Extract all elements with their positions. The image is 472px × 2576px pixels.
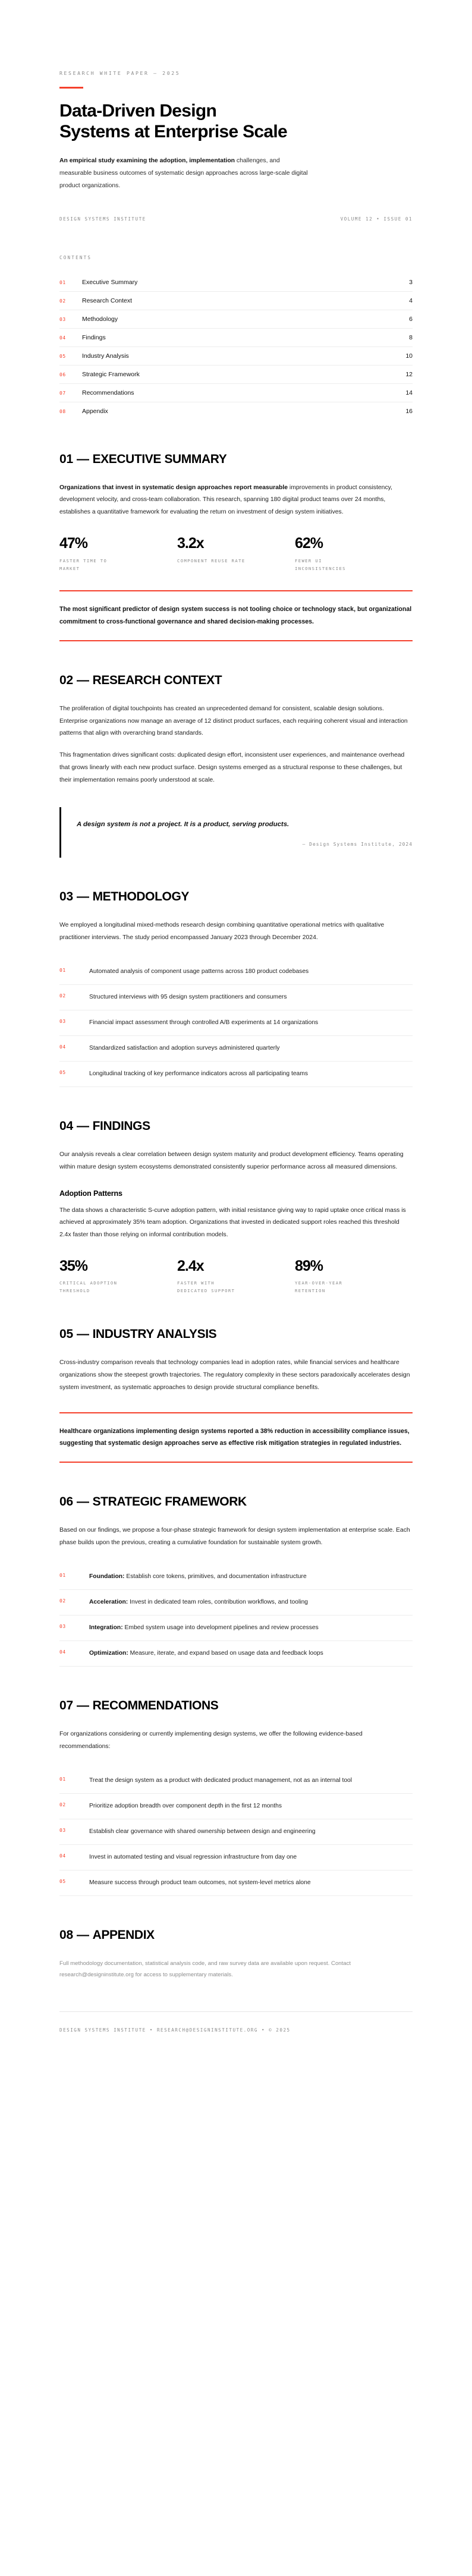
paragraph-rest: improvements in product consistency, development velocity, and cross-team collaboration. This research, spanning 180 digital product teams over 24 months, establishes a quantitative framework for evaluating the return on investment of design system initiatives. [59,484,392,516]
list-item-number: 01 [59,1572,66,1578]
section-number: 01 [59,452,73,466]
section-dash: — [76,1327,89,1341]
section-heading [59,1495,413,1509]
list-item-body: Embed system usage into development pipelines and review processes [122,1624,319,1631]
toc-item-strategic-framework[interactable] [59,366,413,384]
list-item-text: Establish clear governance with shared ownership between design and engineering [89,1828,316,1835]
stat-critical-adoption-threshold [59,1258,177,1295]
list-item-text [89,1648,413,1659]
toc-item-recommendations[interactable] [59,384,413,402]
stat-row-executive [59,536,413,572]
list-item-text: Treat the design system as a product with dedicated product management, not as an internal tool [89,1777,353,1784]
toc-page-number: 3 [409,278,413,286]
toc-label: Findings [82,333,106,341]
list-item-body: Establish core tokens, primitives, and documentation infrastructure [124,1573,307,1580]
section-title: INDUSTRY ANALYSIS [92,1327,217,1341]
section-heading [59,1928,413,1942]
section-paragraph: Cross-industry comparison reveals that technology companies lead in adoption rates, while financial services and healthcare organizations show the steepest growth trajectories. The regulatory complexity in these sectors paradoxically accelerates design system investment, as systematic approaches to design provide structural compliance benefits. [59,1359,410,1391]
page-title [59,100,413,142]
section-research-context [59,673,413,858]
recommendations-list [59,1768,413,1896]
stat-value: 35% [59,1257,88,1274]
pull-quote-attribution: — Design Systems Institute, 2024 [302,841,413,847]
list-item-number: 02 [59,1598,66,1604]
list-item [59,1794,413,1819]
toc-number: 04 [59,335,66,341]
toc-page-number: 14 [405,389,413,396]
list-item [59,1010,413,1036]
section-title: RECOMMENDATIONS [92,1699,219,1713]
eyebrow-label: RESEARCH WHITE PAPER — 2025 [59,70,181,76]
list-item-number: 04 [59,1649,66,1655]
toc-item-research-context[interactable] [59,292,413,310]
subtitle-lead: An empirical study examining the adoption, implementation [59,158,235,165]
section-paragraph: The proliferation of digital touchpoints has created an unprecedented demand for consistent, scalable design solutions. Enterprise organizations now manage an average of 12 distinct product surfaces, each requiring coherent visual and interaction patterns that align with overarching brand standards. [59,705,408,737]
section-title: FINDINGS [92,1119,150,1133]
section-number: 07 [59,1699,73,1713]
toc-number: 01 [59,279,66,285]
document-footer [59,2011,413,2033]
section-dash: — [76,889,89,903]
stat-faster-with-dedicated-support [177,1258,295,1295]
stat-fewer-ui-inconsistencies [295,536,413,572]
title-line-2: Systems at Enterprise Scale [59,122,287,142]
section-recommendations [59,1699,413,1896]
section-number: 02 [59,673,73,687]
section-heading [59,1699,413,1713]
section-title: METHODOLOGY [92,889,190,903]
section-dash: — [76,1699,89,1713]
toc-number: 03 [59,316,66,322]
institute-name: DESIGN SYSTEMS INSTITUTE [59,216,146,222]
list-item-text [89,1622,413,1634]
list-item-number: 03 [59,1018,66,1024]
section-dash: — [76,1119,89,1133]
stat-value: 89% [295,1257,323,1274]
toc-label: Recommendations [82,389,134,396]
section-paragraph: We employed a longitudinal mixed-methods research design combining quantitative operational metrics with qualitative practitioner interviews. The study period encompassed January 2023 through December 2024. [59,921,385,941]
pull-quote [59,807,413,858]
list-item-lead: Optimization: [89,1649,128,1657]
section-title: STRATEGIC FRAMEWORK [92,1495,247,1509]
list-item-lead: Foundation: [89,1573,125,1580]
section-paragraph [59,482,413,519]
list-item-number: 04 [59,1853,66,1859]
stat-component-reuse-rate [177,536,295,572]
section-number: 03 [59,889,73,903]
list-item-text: Invest in automated testing and visual regression infrastructure from day one [89,1853,297,1860]
list-item-number: 01 [59,967,66,973]
section-executive-summary [59,452,413,641]
toc-number: 07 [59,390,66,396]
toc-label: Methodology [82,315,118,323]
footer-text: DESIGN SYSTEMS INSTITUTE • RESEARCH@DESIGNINSTITUTE.ORG • © 2025 [59,2027,291,2033]
list-item-number: 05 [59,1069,66,1075]
toc-number: 06 [59,371,66,377]
toc-item-executive-summary[interactable] [59,273,413,292]
document-subtitle [59,155,309,192]
list-item [59,1062,413,1087]
section-heading [59,1119,413,1133]
list-item [59,1615,413,1641]
volume-issue: VOLUME 12 • ISSUE 01 [340,216,413,222]
list-item-number: 02 [59,993,66,999]
document-header [59,70,413,222]
toc-item-methodology[interactable] [59,310,413,329]
appendix-note: Full methodology documentation, statistical analysis code, and raw survey data are available upon request. Contact research@designinstitute.org for access to supplementary materials. [59,1960,351,1979]
list-item-body: Measure, iterate, and expand based on usage data and feedback loops [128,1649,323,1657]
list-item-number: 05 [59,1879,66,1884]
list-item [59,959,413,985]
section-title: APPENDIX [92,1928,155,1942]
stat-value: 3.2x [177,535,204,552]
toc-label: Strategic Framework [82,370,140,378]
toc-page-number: 10 [405,352,413,360]
toc-label: Research Context [82,297,133,304]
toc-number: 02 [59,298,66,304]
list-item-text: Structured interviews with 95 design system practitioners and consumers [89,993,287,1000]
section-findings [59,1119,413,1295]
list-item-number: 03 [59,1827,66,1833]
stat-label: YEAR-OVER-YEAR RETENTION [295,1280,343,1294]
toc-page-number: 16 [405,407,413,415]
contents-label: CONTENTS [59,254,92,260]
section-paragraph: Based on our findings, we propose a four-phase strategic framework for design system implementation at enterprise scale. Each phase builds upon the previous, creating a cumulative foundation for sustainable system growth. [59,1527,410,1546]
table-of-contents [59,255,413,420]
section-appendix [59,1928,413,1980]
callout-executive-summary [59,590,413,641]
stat-value: 62% [295,535,323,552]
paragraph-lead: Organizations that invest in systematic design approaches report measurable [59,484,288,491]
list-item [59,985,413,1010]
list-item-lead: Acceleration: [89,1598,128,1605]
section-number: 05 [59,1327,73,1341]
strategic-framework-list [59,1564,413,1667]
toc-page-number: 12 [405,370,413,378]
list-item [59,1564,413,1590]
toc-page-number: 6 [409,315,413,323]
list-item [59,1845,413,1870]
methodology-list [59,959,413,1087]
section-heading [59,673,413,688]
section-dash: — [76,673,89,687]
list-item-body: Invest in dedicated team roles, contribution workflows, and tooling [128,1598,309,1605]
list-item [59,1641,413,1667]
section-number: 04 [59,1119,73,1133]
section-heading [59,1327,413,1341]
list-item-number: 02 [59,1802,66,1807]
toc-label: Industry Analysis [82,352,129,360]
list-item-text [89,1571,413,1583]
list-item-text: Standardized satisfaction and adoption surveys administered quarterly [89,1044,280,1051]
section-paragraph: This fragmentation drives significant costs: duplicated design effort, inconsistent user experiences, and maintenance overhead that grows linearly with each new product surface. Design systems emerged as a structural response to these challenges, but their implementation remains poorly understood at scale. [59,752,405,783]
callout-industry-analysis [59,1412,413,1463]
toc-number: 08 [59,408,66,414]
stat-label: FASTER WITH DEDICATED SUPPORT [177,1280,235,1294]
section-dash: — [76,452,89,466]
section-number: 08 [59,1928,73,1942]
stat-label: COMPONENT REUSE RATE [177,558,246,563]
list-item-text [89,1596,413,1608]
list-item-text: Financial impact assessment through controlled A/B experiments at 14 organizations [89,1019,319,1026]
subsection-heading: Adoption Patterns [59,1189,122,1198]
list-item [59,1768,413,1794]
accent-rule [59,87,83,89]
toc-item-findings[interactable] [59,329,413,347]
stat-value: 47% [59,535,88,552]
stat-label: CRITICAL ADOPTION THRESHOLD [59,1280,118,1294]
section-dash: — [76,1928,89,1942]
toc-label: Executive Summary [82,278,138,286]
list-item [59,1819,413,1845]
list-item-text: Automated analysis of component usage patterns across 180 product codebases [89,968,309,975]
list-item [59,1870,413,1896]
list-item-text: Prioritize adoption breadth over component depth in the first 12 months [89,1802,282,1809]
callout-text: The most significant predictor of design system success is not tooling choice or technology stack, but organizational commitment to cross-functional governance and shared decision-making processes. [59,606,412,626]
stat-faster-time-to-market [59,536,177,572]
stat-label: FEWER UI INCONSISTENCIES [295,558,346,571]
document-meta-bar [59,216,413,222]
section-paragraph: The data shows a characteristic S-curve adoption pattern, with initial resistance giving way to rapid uptake once critical mass is achieved at approximately 35% team adoption. Organizations that invested in dedicated support roles reached this threshold 2.4x faster than those relying on informal contribution models. [59,1207,406,1239]
list-item [59,1590,413,1615]
section-paragraph: For organizations considering or currently implementing design systems, we offer the following evidence-based recommendations: [59,1731,363,1750]
stat-row-findings [59,1258,413,1295]
callout-text: Healthcare organizations implementing design systems reported a 38% reduction in accessibility compliance issues, suggesting that systematic design approaches serve as effective risk mitigation strategies in regulated industries. [59,1427,410,1447]
stat-year-over-year-retention [295,1258,413,1295]
list-item-number: 04 [59,1044,66,1050]
section-heading [59,452,413,467]
section-number: 06 [59,1495,73,1509]
toc-page-number: 8 [409,333,413,341]
list-item-lead: Integration: [89,1624,123,1631]
toc-number: 05 [59,353,66,359]
toc-item-industry-analysis[interactable] [59,347,413,366]
subtitle-rest: challenges, and measurable business outcomes of systematic design approaches across large-scale digital product organizations. [59,158,308,189]
section-title: RESEARCH CONTEXT [92,673,222,687]
stat-value: 2.4x [177,1257,204,1274]
section-methodology [59,890,413,1087]
toc-item-appendix[interactable] [59,402,413,420]
title-line-1: Data-Driven Design [59,101,217,121]
section-paragraph: Our analysis reveals a clear correlation between design system maturity and product development efficiency. Teams operating within mature design system ecosystems demonstrated consistently superior performance across all measured dimensions. [59,1151,404,1170]
pull-quote-text: A design system is not a project. It is a product, serving products. [77,820,290,828]
section-title: EXECUTIVE SUMMARY [92,452,227,466]
section-dash: — [76,1495,89,1509]
toc-page-number: 4 [409,297,413,304]
list-item-number: 01 [59,1776,66,1782]
list-item [59,1036,413,1062]
stat-label: FASTER TIME TO MARKET [59,558,108,571]
toc-label: Appendix [82,407,108,415]
section-industry-analysis [59,1327,413,1463]
list-item-text: Measure success through product team outcomes, not system-level metrics alone [89,1879,311,1886]
section-heading [59,890,413,904]
list-item-text: Longitudinal tracking of key performance indicators across all participating teams [89,1070,309,1077]
section-strategic-framework [59,1495,413,1667]
list-item-number: 03 [59,1623,66,1629]
